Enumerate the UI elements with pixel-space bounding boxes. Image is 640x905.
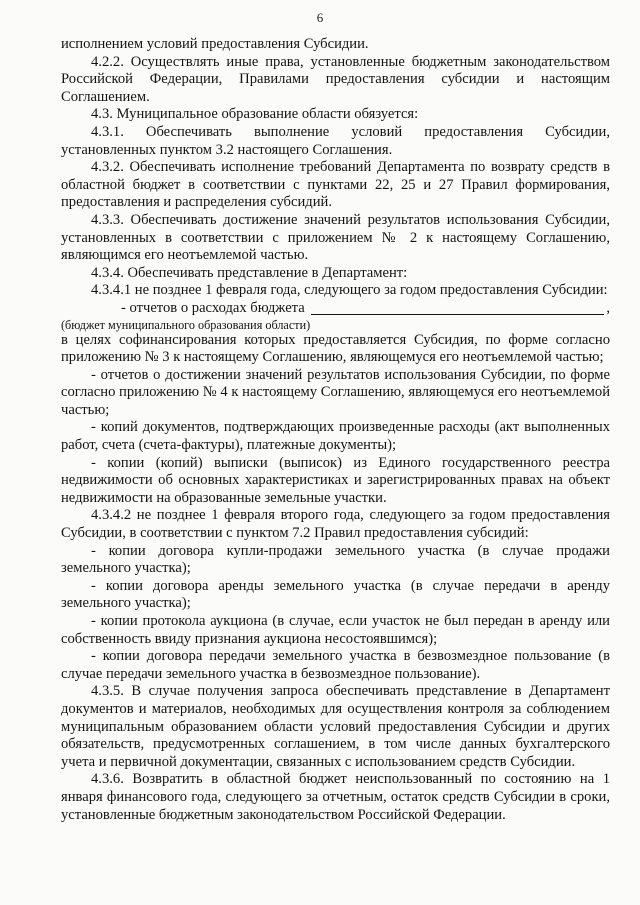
paragraph: 4.3.5. В случае получения запроса обеспечивать представление в Департамент документов и материалов, необходимых для осуществления контроля за соблюдением муниципальным образованием области условий предоставления Субсидии и других обязательств, предусмотренных соглашением, в том числе данных бухгалтерского учета и первичной документации, связанных с использованием средств Субсидии. bbox=[61, 683, 610, 770]
paragraph: 4.3.2. Обеспечивать исполнение требований Департамента по возврату средств в областной бюджет в соответствии с пунктами 22, 25 и 27 Правил формирования, предоставления и распределения субсидий. bbox=[61, 159, 610, 211]
paragraph: - копии договора аренды земельного участка (в случае передачи в аренду земельного участка); bbox=[61, 577, 610, 612]
paragraph-group-2 bbox=[61, 332, 610, 825]
paragraph: 4.3.1. Обеспечивать выполнение условий предоставления Субсидии, установленных пунктом 3.2 настоящего Соглашения. bbox=[61, 123, 610, 158]
paragraph: 4.3. Муниципальное образование области обязуется: bbox=[91, 106, 419, 123]
paragraph: 4.3.4.1 не позднее 1 февраля года, следующего за годом предоставления Субсидии: bbox=[91, 282, 608, 299]
document-body bbox=[61, 36, 610, 824]
paragraph-group-1 bbox=[61, 36, 610, 300]
paragraph: 4.3.4.2 не позднее 1 февраля второго года, следующего за годом предоставления Субсидии, в соответствии с пунктом 7.2 Правил предоставления субсидий: bbox=[61, 507, 610, 542]
paragraph: - отчетов о достижении значений результатов использования Субсидии, по форме согласно приложению № 4 к настоящему Соглашению, являющемуся его неотъемлемой частью; bbox=[61, 366, 610, 418]
paragraph: - копии договора купли-продажи земельного участка (в случае продажи земельного участка); bbox=[61, 542, 610, 577]
fill-line-prefix: - отчетов о расходах бюджета bbox=[121, 299, 305, 316]
paragraph: 4.3.4. Обеспечивать представление в Департамент: bbox=[91, 264, 408, 281]
paragraph: 4.2.2. Осуществлять иные права, установленные бюджетным законодательством Российской Федерации, Правилами предоставления субсидии и настоящим Соглашением. bbox=[61, 53, 610, 105]
paragraph: в целях софинансирования которых предоставляется Субсидия, по форме согласно приложению № 3 к настоящему Соглашению, являющемуся его неотъемлемой частью; bbox=[61, 331, 610, 366]
paragraph: - копии договора передачи земельного участка в безвозмездное пользование (в случае передачи земельного участка в безвозмездное пользование). bbox=[61, 648, 610, 682]
paragraph: 4.3.6. Возвратить в областной бюджет неиспользованный по состоянию на 1 января финансового года, следующего за отчетным, остаток средств Субсидии в сроки, установленные бюджетным законодательством Российской Федерации. bbox=[61, 771, 610, 823]
fill-line-caption: (бюджет муниципального образования области) bbox=[61, 317, 311, 332]
paragraph: исполнением условий предоставления Субсидии. bbox=[61, 36, 369, 52]
fill-line-blank bbox=[311, 301, 605, 315]
paragraph: - копии протокола аукциона (в случае, если участок не был передан в аренду или собственность ввиду признания аукциона несостоявшимся); bbox=[61, 613, 610, 647]
paragraph: - копии (копий) выписки (выписок) из Единого государственного реестра недвижимости об основных характеристиках и зарегистрированных правах на объект недвижимости на образованные земельные участки. bbox=[61, 454, 610, 506]
fill-in-line bbox=[61, 300, 610, 318]
page-number: 6 bbox=[316, 10, 324, 25]
paragraph: 4.3.3. Обеспечивать достижение значений результатов использования Субсидии, установленных в соответствии с приложением № 2 к настоящему Соглашению, являющимся его неотъемлемой частью. bbox=[61, 211, 610, 264]
fill-line-suffix: , bbox=[606, 299, 610, 316]
paragraph: - копий документов, подтверждающих произведенные расходы (акт выполненных работ, счета (счета-фактуры), платежные документы); bbox=[61, 419, 610, 454]
